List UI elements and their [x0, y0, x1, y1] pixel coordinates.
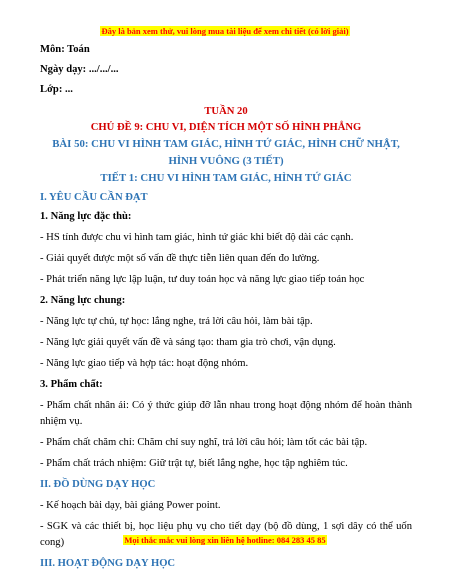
section-activities-title: III. HOẠT ĐỘNG DẠY HỌC — [40, 558, 176, 569]
list-item: - Năng lực tự chủ, tự học: lắng nghe, trả lời câu hỏi, làm bài tập. — [40, 316, 313, 327]
subsection-general-competence: 2. Năng lực chung: — [40, 295, 126, 306]
list-item: - HS tính được chu vi hình tam giác, hình tứ giác khi biết độ dài các cạnh. — [40, 232, 354, 243]
week-heading: TUẦN 20 — [204, 106, 248, 117]
list-item: - Phẩm chất nhân ái: Có ý thức giúp đỡ lẫn nhau trong hoạt động nhóm để hoàn thành nhiệm vụ. — [40, 400, 412, 427]
subsection-qualities: 3. Phẩm chất: — [40, 379, 103, 390]
period-heading: TIẾT 1: CHU VI HÌNH TAM GIÁC, HÌNH TỨ GIÁC — [100, 172, 352, 184]
list-item: - Giải quyết được một số vấn đề thực tiễn liên quan đến đo lường. — [40, 253, 320, 264]
class-line: Lớp: ... — [40, 84, 73, 95]
subject-line: Môn: Toán — [40, 44, 90, 55]
list-item: - Phẩm chất trách nhiệm: Giữ trật tự, biết lắng nghe, học tập nghiêm túc. — [40, 458, 348, 469]
preview-banner-text: Đây là bản xem thử, vui lòng mua tài liệu để xem chi tiết (có lời giải) — [101, 26, 349, 36]
section-requirements-title: I. YÊU CẦU CẦN ĐẠT — [40, 192, 148, 203]
list-item: - Năng lực giải quyết vấn đề và sáng tạo: tham gia trò chơi, vận dụng. — [40, 337, 336, 348]
hotline-banner-text: Mọi thắc mắc vui lòng xin liên hệ hotline: 084 283 45 85 — [124, 535, 326, 545]
list-item: - SGK và các thiết bị, học liệu phụ vụ cho tiết dạy (bộ đồ dùng, 1 sợi dây có thể uốn cong) — [40, 521, 412, 548]
hotline-banner — [0, 535, 450, 545]
document-body — [40, 42, 412, 572]
subsection-specific-competence: 1. Năng lực đặc thù: — [40, 211, 132, 222]
list-item: - Kế hoạch bài dạy, bài giảng Power point. — [40, 500, 221, 511]
list-item: - Phẩm chất chăm chỉ: Chăm chỉ suy nghĩ, trả lời câu hỏi; làm tốt các bài tập. — [40, 437, 368, 448]
section-materials-title: II. ĐỒ DÙNG DẠY HỌC — [40, 479, 156, 490]
list-item: - Năng lực giao tiếp và hợp tác: hoạt động nhóm. — [40, 358, 249, 369]
date-line: Ngày dạy: .../.../... — [40, 64, 119, 75]
list-item: - Phát triển năng lực lập luận, tư duy toán học và năng lực giao tiếp toán học — [40, 274, 365, 285]
preview-banner — [0, 26, 450, 36]
topic-heading: CHỦ ĐỀ 9: CHU VI, DIỆN TÍCH MỘT SỐ HÌNH PHẲNG — [90, 122, 362, 133]
lesson-heading: BÀI 50: CHU VI HÌNH TAM GIÁC, HÌNH TỨ GIÁC, HÌNH CHỮ NHẬT, HÌNH VUÔNG (3 TIẾT) — [52, 138, 400, 167]
